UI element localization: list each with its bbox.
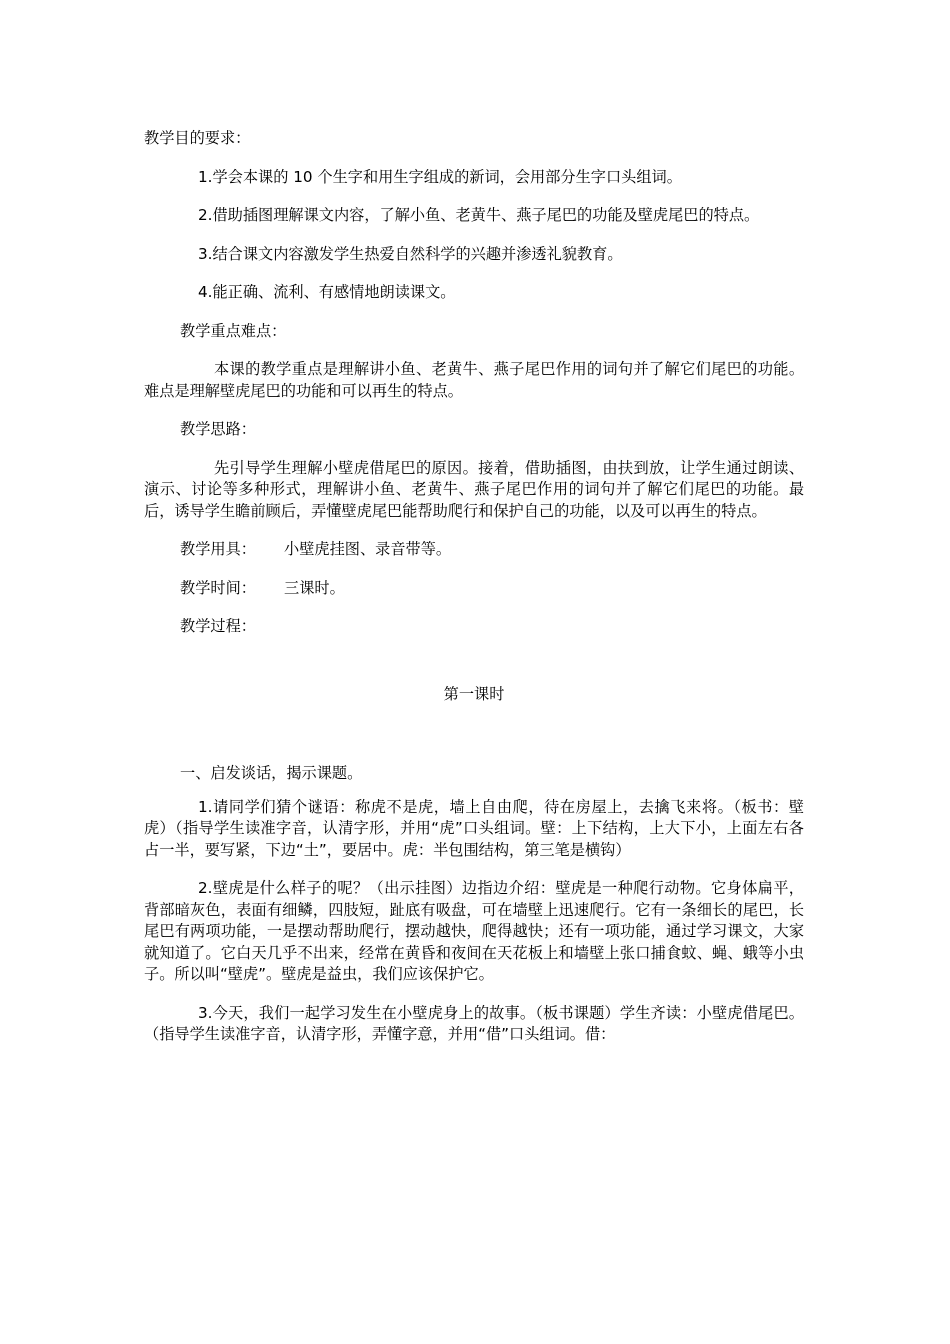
process-heading: 教学过程： bbox=[180, 617, 256, 635]
tools-label: 教学用具： bbox=[180, 540, 256, 558]
tools-row bbox=[144, 539, 804, 561]
objective-item-1: 1.学会本课的 10 个生字和用生字组成的新词，会用部分生字口头组词。 bbox=[198, 167, 682, 186]
approach-text: 先引导学生理解小壁虎借尾巴的原因。接着，借助插图，由扶到放，让学生通过朗读、演示、讨论等多种形式，理解讲小鱼、老黄牛、燕子尾巴作用的词句并了解它们尾巴的功能。最后，诱导学生瞻前顾后，弄懂壁虎尾巴能帮助爬行和保护自己的功能，以及可以再生的特点。 bbox=[144, 458, 804, 520]
time-row bbox=[144, 578, 804, 600]
time-label: 教学时间： bbox=[180, 578, 256, 597]
step-3: 3.今天，我们一起学习发生在小壁虎身上的故事。（板书课题）学生齐读：小壁虎借尾巴。（指导学生读准字音，认清字形，弄懂字意，并用“借”口头组词。借： bbox=[144, 1003, 804, 1043]
lesson-title: 第一课时 bbox=[443, 684, 505, 703]
objective-item-3: 3.结合课文内容激发学生热爱自然科学的兴趣并渗透礼貌教育。 bbox=[198, 244, 623, 263]
objective-item-4: 4.能正确、流利、有感情地朗读课文。 bbox=[198, 283, 456, 301]
keypoints-text: 本课的教学重点是理解讲小鱼、老黄牛、燕子尾巴作用的词句并了解它们尾巴的功能。难点是理解壁虎尾巴的功能和可以再生的特点。 bbox=[144, 360, 804, 400]
approach-heading: 教学思路： bbox=[180, 420, 256, 438]
document-page bbox=[144, 128, 804, 1063]
tools-value: 小壁虎挂图、录音带等。 bbox=[284, 540, 452, 558]
step-2: 2.壁虎是什么样子的呢？（出示挂图）边指边介绍：壁虎是一种爬行动物。它身体扁平，背部暗灰色，表面有细鳞，四肢短，趾底有吸盘，可在墙壁上迅速爬行。它有一条细长的尾巴，长尾巴有两项功能，一是摆动帮助爬行，摆动越快，爬得越快；还有一项功能，通过学习课文，大家就知道了。它白天几乎不出来，经常在黄昏和夜间在天花板上和墙壁上张口捕食蚊、蝇、蛾等小虫子。所以叫“壁虎”。壁虎是益虫，我们应该保护它。 bbox=[144, 879, 804, 983]
objectives-heading: 教学目的要求： bbox=[144, 129, 251, 147]
objective-item-2: 2.借助插图理解课文内容，了解小鱼、老黄牛、燕子尾巴的功能及壁虎尾巴的特点。 bbox=[198, 206, 760, 224]
step-1: 1.请同学们猜个谜语：称虎不是虎，墙上自由爬，待在房屋上，去擒飞来将。（板书：壁虎）（指导学生读准字音，认清字形，并用“虎”口头组词。壁：上下结构，上大下小，上面左右各占一半，要写紧，下边“土”，要居中。虎：半包围结构，第三笔是横钩） bbox=[144, 797, 804, 859]
time-value: 三课时。 bbox=[284, 578, 345, 597]
keypoints-heading: 教学重点难点： bbox=[180, 321, 287, 340]
section-one-heading: 一、启发谈话，揭示课题。 bbox=[180, 764, 363, 782]
